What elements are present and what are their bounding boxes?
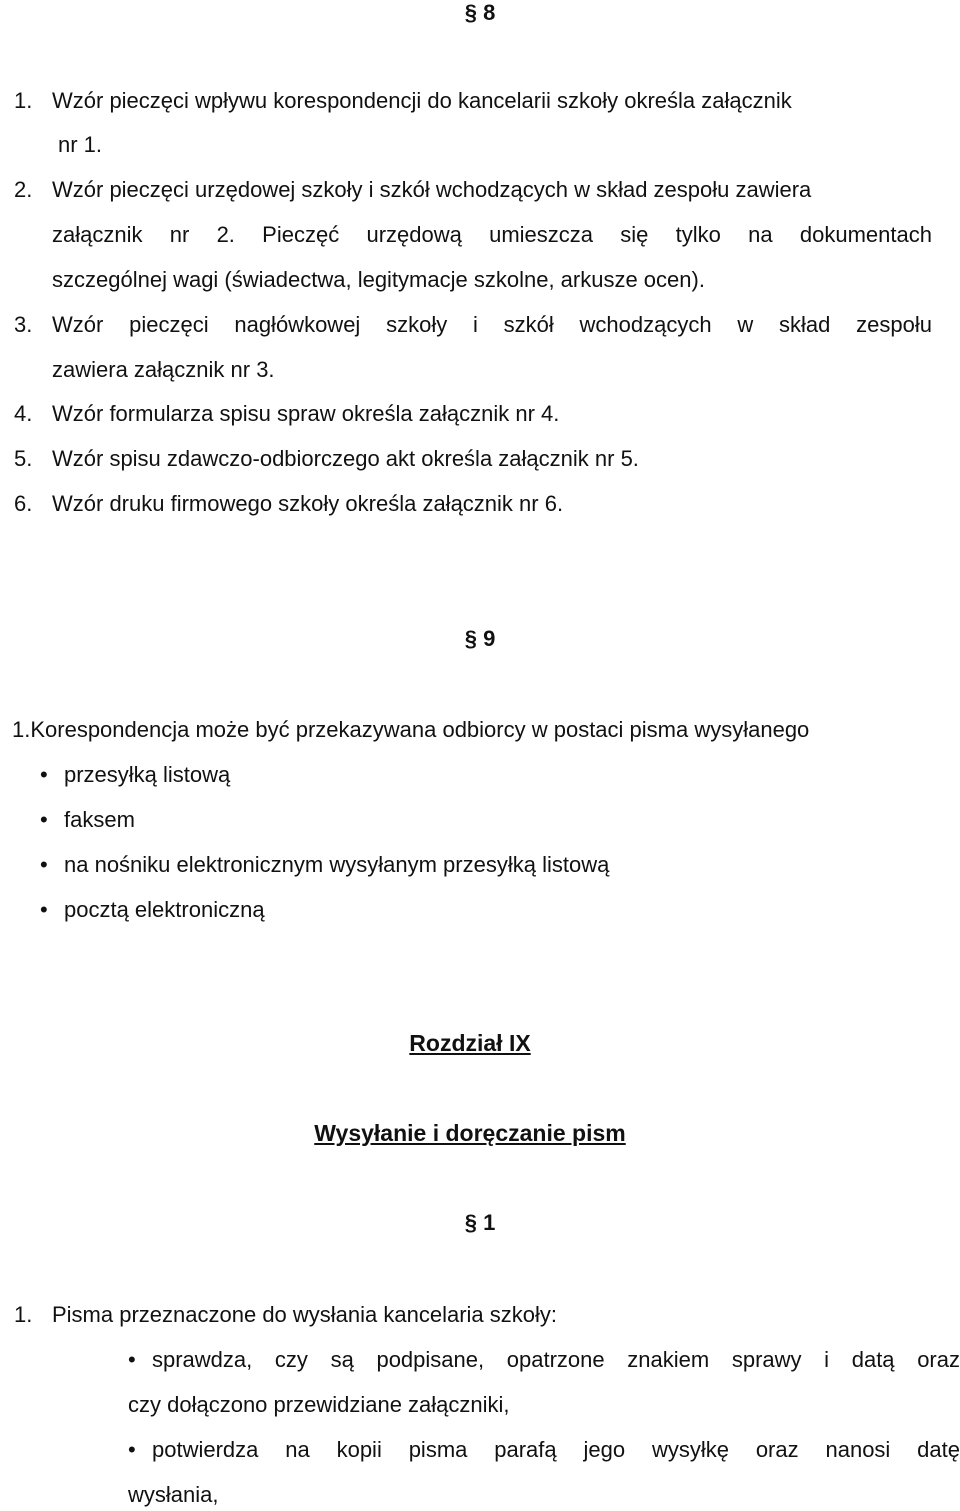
- par1-bullet-1-line-1: [128, 1345, 960, 1375]
- bullet-text: przesyłką listową: [64, 762, 231, 787]
- section-symbol: §: [464, 0, 477, 25]
- par1-bullet-1-line-2: czy dołączono przewidziane załączniki,: [128, 1392, 510, 1417]
- par8-item-4: [14, 399, 559, 429]
- item-text: Wzór druku firmowego szkoły określa załącznik nr 6.: [52, 491, 564, 516]
- item-number: 3.: [14, 312, 33, 337]
- bullet-glyph: •: [40, 807, 48, 832]
- par8-item-6: [14, 489, 563, 519]
- par9-bullet-4: [40, 895, 265, 925]
- par8-item-1-line-2: nr 1.: [58, 132, 103, 157]
- bullet-text: faksem: [64, 807, 135, 832]
- bullet-text: na nośniku elektronicznym wysyłanym przesyłką listową: [64, 852, 610, 877]
- bullet-glyph: •: [40, 897, 48, 922]
- par9-intro: 1.Korespondencja może być przekazywana odbiorcy w postaci pisma wysyłanego: [12, 717, 810, 742]
- bullet-glyph: •: [40, 762, 48, 787]
- item-number: 5.: [14, 446, 33, 471]
- paragraph-9-heading: [0, 626, 960, 652]
- paragraph-8-heading: [0, 0, 960, 26]
- bullet-text: pocztą elektroniczną: [64, 897, 265, 922]
- item-text: Wzór pieczęci urzędowej szkoły i szkół wchodzących w skład zespołu zawiera: [52, 177, 812, 202]
- item-number: 6.: [14, 491, 33, 516]
- par1-bullet-2-line-1: [128, 1435, 960, 1465]
- item-text: Wzór spisu zdawczo-odbiorczego akt określa załącznik nr 5.: [52, 446, 639, 471]
- bullet-glyph: •: [128, 1347, 136, 1372]
- paragraph-number: 1: [483, 1210, 496, 1235]
- item-number: 2.: [14, 177, 33, 202]
- item-number: 1.: [14, 88, 33, 113]
- item-text: Wzór pieczęci nagłówkowej szkoły i szkół wchodzących w skład zespołu: [52, 312, 932, 337]
- bullet-glyph: •: [40, 852, 48, 877]
- item-text: Wzór pieczęci wpływu korespondencji do kancelarii szkoły określa załącznik: [52, 88, 792, 113]
- item-number: 4.: [14, 401, 33, 426]
- par9-bullet-1: [40, 760, 230, 790]
- par8-item-1-line-1: [14, 86, 792, 116]
- item-number: 1.: [14, 1302, 33, 1327]
- par9-bullet-3: [40, 850, 609, 880]
- section-symbol: §: [464, 1210, 477, 1235]
- item-text: Pisma przeznaczone do wysłania kancelaria szkoły:: [52, 1302, 558, 1327]
- par8-item-3-line-2: zawiera załącznik nr 3.: [52, 357, 275, 382]
- paragraph-number: 9: [483, 626, 496, 651]
- par8-item-5: [14, 444, 639, 474]
- par9-bullet-2: [40, 805, 135, 835]
- par8-item-2-line-3: szczególnej wagi (świadectwa, legitymacje szkolne, arkusze ocen).: [52, 267, 705, 292]
- section-symbol: §: [464, 626, 477, 651]
- par1-item-1: [14, 1300, 557, 1330]
- bullet-text: potwierdza na kopii pisma parafą jego wysyłkę oraz nanosi datę: [152, 1437, 960, 1462]
- par1-bullet-2-line-2: wysłania,: [128, 1482, 219, 1507]
- chapter-title: Rozdział IX: [409, 1030, 531, 1056]
- bullet-glyph: •: [128, 1437, 136, 1462]
- par8-item-3-line-1: [14, 310, 932, 340]
- bullet-text: sprawdza, czy są podpisane, opatrzone znakiem sprawy i datą oraz: [152, 1347, 960, 1372]
- paragraph-1-heading: [0, 1210, 960, 1236]
- paragraph-number: 8: [483, 0, 496, 25]
- item-text: Wzór formularza spisu spraw określa załącznik nr 4.: [52, 401, 560, 426]
- chapter-subtitle: Wysyłanie i doręczanie pism: [314, 1120, 626, 1146]
- par8-item-2-line-1: [14, 175, 811, 205]
- par8-item-2-line-2: załącznik nr 2. Pieczęć urzędową umieszcza się tylko na dokumentach: [52, 222, 932, 247]
